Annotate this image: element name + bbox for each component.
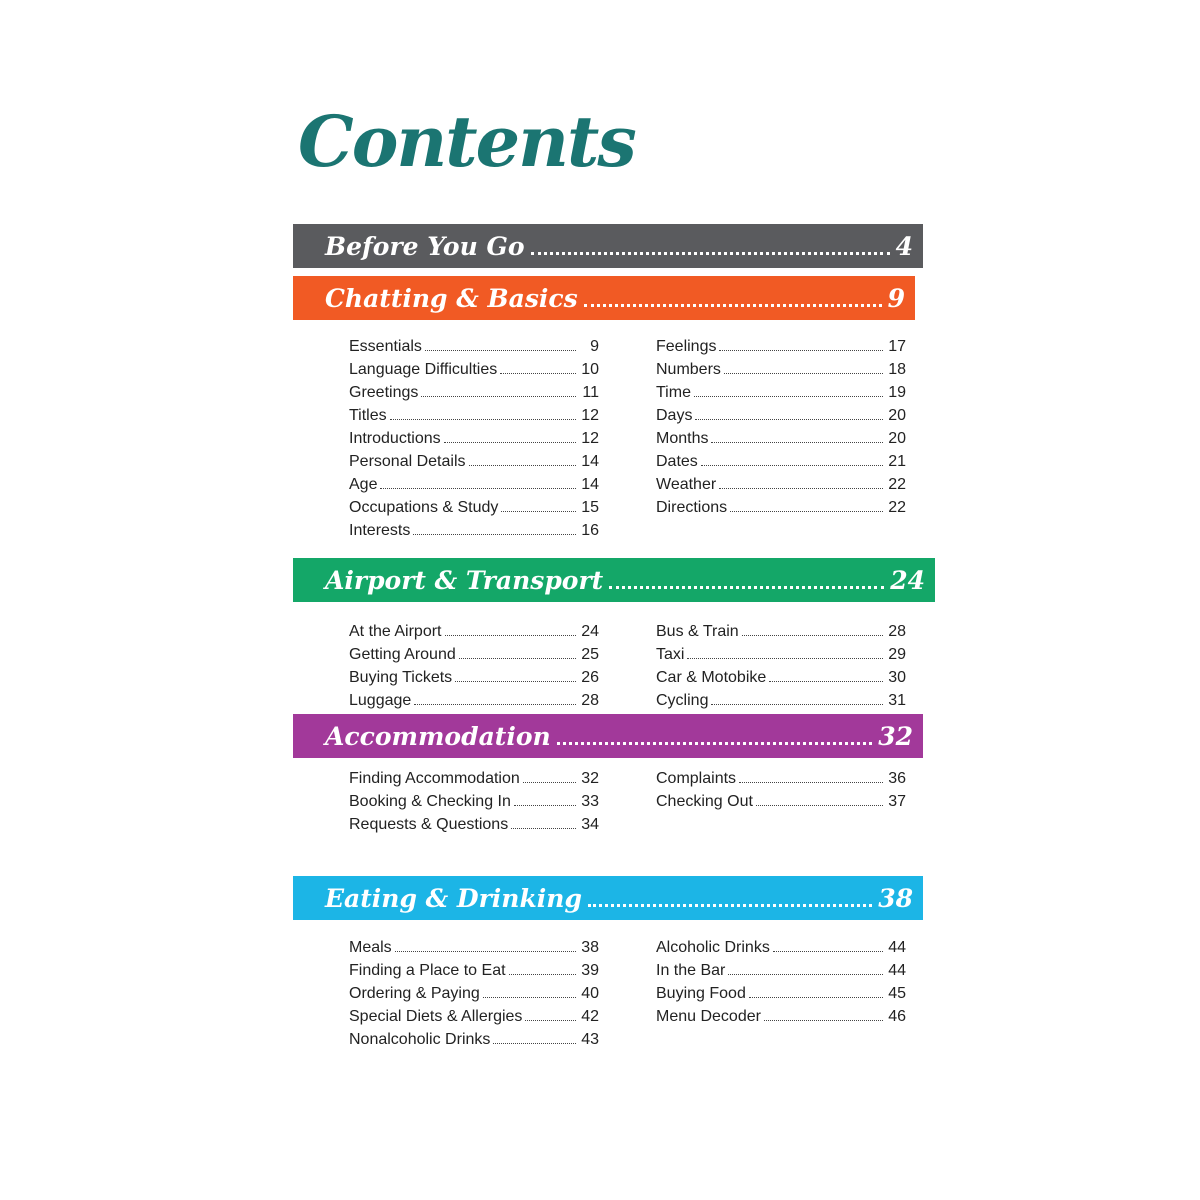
entry-page: 34 [581, 816, 599, 833]
entry-title: Cycling [656, 692, 709, 709]
entry-title: Luggage [349, 692, 412, 709]
entry-title: Time [656, 384, 691, 401]
entry-title: Car & Motobike [656, 669, 767, 686]
section-page: 32 [878, 721, 913, 751]
entry-title: Booking & Checking In [349, 793, 511, 810]
entry-title: Age [349, 476, 378, 493]
toc-entry[interactable] [349, 517, 599, 540]
dot-leader [469, 465, 577, 466]
toc-entry[interactable] [349, 664, 599, 687]
dot-leader [739, 782, 883, 783]
section-page: 24 [890, 565, 925, 595]
toc-entry[interactable] [349, 641, 599, 664]
toc-entry[interactable] [349, 811, 599, 834]
dot-leader [413, 534, 576, 535]
toc-entry[interactable] [656, 957, 906, 980]
entry-title: Meals [349, 939, 392, 956]
left-column [349, 333, 599, 540]
entry-title: Alcoholic Drinks [656, 939, 770, 956]
dot-leader [728, 974, 883, 975]
entry-title: At the Airport [349, 623, 442, 640]
toc-entry[interactable] [656, 980, 906, 1003]
dot-leader [711, 442, 883, 443]
dot-leader [425, 350, 576, 351]
toc-entry[interactable] [656, 333, 906, 356]
entry-title: Complaints [656, 770, 737, 787]
dot-leader [511, 828, 576, 829]
entry-title: Getting Around [349, 646, 456, 663]
right-column [656, 934, 906, 1026]
toc-entry[interactable] [656, 687, 906, 710]
dot-leader [501, 511, 576, 512]
entry-title: Special Diets & Allergies [349, 1008, 523, 1025]
entry-page: 44 [888, 962, 906, 979]
toc-entry[interactable] [349, 618, 599, 641]
toc-entry[interactable] [656, 641, 906, 664]
dot-leader [390, 419, 576, 420]
entry-title: Interests [349, 522, 411, 539]
toc-entry[interactable] [349, 788, 599, 811]
dot-leader [421, 396, 576, 397]
dot-leader [531, 238, 890, 255]
dot-leader [711, 704, 883, 705]
entry-page: 17 [888, 338, 906, 355]
toc-entry[interactable] [656, 618, 906, 641]
entry-title: Taxi [656, 646, 685, 663]
dot-leader [483, 997, 576, 998]
entry-title: Language Difficulties [349, 361, 498, 378]
section-title: Accommodation [325, 721, 551, 751]
entry-title: Requests & Questions [349, 816, 509, 833]
entry-page: 45 [888, 985, 906, 1002]
entry-title: Ordering & Paying [349, 985, 480, 1002]
entry-page: 9 [590, 338, 599, 355]
entry-title: Numbers [656, 361, 721, 378]
toc-entry[interactable] [656, 379, 906, 402]
section-header[interactable] [293, 224, 923, 268]
entry-page: 16 [581, 522, 599, 539]
dot-leader [395, 951, 576, 952]
section-title: Before You Go [325, 231, 525, 261]
entry-page: 18 [888, 361, 906, 378]
entry-title: Essentials [349, 338, 422, 355]
entry-page: 14 [581, 453, 599, 470]
toc-entry[interactable] [349, 402, 599, 425]
toc-entry[interactable] [349, 448, 599, 471]
dot-leader [584, 290, 882, 307]
dot-leader [742, 635, 883, 636]
right-column [656, 618, 906, 710]
dot-leader [514, 805, 576, 806]
dot-leader [719, 488, 883, 489]
dot-leader [687, 658, 883, 659]
entry-title: Finding a Place to Eat [349, 962, 506, 979]
entry-page: 12 [581, 407, 599, 424]
toc-entry[interactable] [656, 934, 906, 957]
section-page: 4 [895, 231, 913, 261]
dot-leader [701, 465, 883, 466]
toc-entry[interactable] [656, 471, 906, 494]
entry-title: Personal Details [349, 453, 466, 470]
entry-title: Nonalcoholic Drinks [349, 1031, 491, 1048]
toc-entry[interactable] [349, 957, 599, 980]
dot-leader [764, 1020, 883, 1021]
entry-page: 22 [888, 476, 906, 493]
toc-entry[interactable] [656, 402, 906, 425]
left-column [349, 934, 599, 1049]
entry-title: Menu Decoder [656, 1008, 761, 1025]
entry-page: 15 [581, 499, 599, 516]
entry-title: Feelings [656, 338, 717, 355]
toc-entry[interactable] [349, 687, 599, 710]
dot-leader [557, 728, 873, 745]
dot-leader [380, 488, 576, 489]
entry-title: Buying Food [656, 985, 746, 1002]
dot-leader [523, 782, 576, 783]
entry-page: 36 [888, 770, 906, 787]
entry-page: 28 [888, 623, 906, 640]
entry-page: 46 [888, 1008, 906, 1025]
entry-page: 14 [581, 476, 599, 493]
dot-leader [749, 997, 883, 998]
entry-page: 11 [582, 384, 599, 401]
dot-leader [445, 635, 577, 636]
dot-leader [500, 373, 576, 374]
toc-entry[interactable] [349, 980, 599, 1003]
entry-title: Titles [349, 407, 387, 424]
entry-page: 37 [888, 793, 906, 810]
toc-entry[interactable] [349, 356, 599, 379]
section-header[interactable] [293, 276, 915, 320]
entry-page: 21 [888, 453, 906, 470]
entry-page: 24 [581, 623, 599, 640]
entry-page: 31 [888, 692, 906, 709]
entry-page: 22 [888, 499, 906, 516]
entry-page: 44 [888, 939, 906, 956]
entry-title: Dates [656, 453, 698, 470]
entry-title: Finding Accommodation [349, 770, 520, 787]
entry-page: 39 [581, 962, 599, 979]
entry-page: 12 [581, 430, 599, 447]
entry-title: Months [656, 430, 709, 447]
right-column [656, 333, 906, 517]
dot-leader [724, 373, 883, 374]
dot-leader [459, 658, 576, 659]
entry-page: 33 [581, 793, 599, 810]
entry-page: 20 [888, 430, 906, 447]
toc-entry[interactable] [349, 425, 599, 448]
toc-entry[interactable] [656, 788, 906, 811]
entry-page: 29 [888, 646, 906, 663]
entry-title: Greetings [349, 384, 419, 401]
left-column [349, 618, 599, 710]
dot-leader [509, 974, 576, 975]
dot-leader [694, 396, 883, 397]
entry-page: 10 [581, 361, 599, 378]
entry-title: Buying Tickets [349, 669, 453, 686]
dot-leader [609, 572, 884, 589]
dot-leader [756, 805, 883, 806]
dot-leader [455, 681, 576, 682]
entry-page: 28 [581, 692, 599, 709]
entry-page: 42 [581, 1008, 599, 1025]
entry-page: 19 [888, 384, 906, 401]
entry-title: Occupations & Study [349, 499, 499, 516]
entry-title: Introductions [349, 430, 441, 447]
entry-title: Bus & Train [656, 623, 739, 640]
toc-entry[interactable] [349, 379, 599, 402]
section-page: 38 [878, 883, 913, 913]
entry-page: 26 [581, 669, 599, 686]
toc-entry[interactable] [349, 1026, 599, 1049]
page-title: Contents [298, 100, 635, 183]
toc-entry[interactable] [349, 765, 599, 788]
toc-entry[interactable] [656, 494, 906, 517]
toc-entry[interactable] [656, 664, 906, 687]
entry-title: In the Bar [656, 962, 726, 979]
entry-page: 40 [581, 985, 599, 1002]
section-header[interactable] [293, 714, 923, 758]
toc-entry[interactable] [656, 765, 906, 788]
toc-entry[interactable] [656, 448, 906, 471]
section-header[interactable] [293, 558, 935, 602]
right-column [656, 765, 906, 811]
dot-leader [493, 1043, 576, 1044]
toc-entry[interactable] [349, 934, 599, 957]
toc-entry[interactable] [349, 494, 599, 517]
toc-entry[interactable] [349, 333, 599, 356]
dot-leader [695, 419, 883, 420]
toc-entry[interactable] [656, 356, 906, 379]
entry-page: 20 [888, 407, 906, 424]
left-column [349, 765, 599, 834]
toc-entry[interactable] [349, 471, 599, 494]
entry-page: 25 [581, 646, 599, 663]
dot-leader [730, 511, 883, 512]
section-title: Chatting & Basics [325, 283, 578, 313]
dot-leader [444, 442, 576, 443]
entry-title: Directions [656, 499, 728, 516]
dot-leader [769, 681, 883, 682]
section-page: 9 [887, 283, 905, 313]
dot-leader [719, 350, 883, 351]
toc-entry[interactable] [349, 1003, 599, 1026]
entry-title: Weather [656, 476, 717, 493]
section-header[interactable] [293, 876, 923, 920]
entry-page: 32 [581, 770, 599, 787]
entry-title: Checking Out [656, 793, 753, 810]
section-title: Airport & Transport [325, 565, 604, 595]
dot-leader [414, 704, 576, 705]
entry-page: 30 [888, 669, 906, 686]
toc-entry[interactable] [656, 1003, 906, 1026]
dot-leader [525, 1020, 576, 1021]
dot-leader [773, 951, 883, 952]
entry-title: Days [656, 407, 693, 424]
entry-page: 38 [581, 939, 599, 956]
section-title: Eating & Drinking [325, 883, 582, 913]
toc-entry[interactable] [656, 425, 906, 448]
entry-page: 43 [581, 1031, 599, 1048]
dot-leader [588, 890, 872, 907]
